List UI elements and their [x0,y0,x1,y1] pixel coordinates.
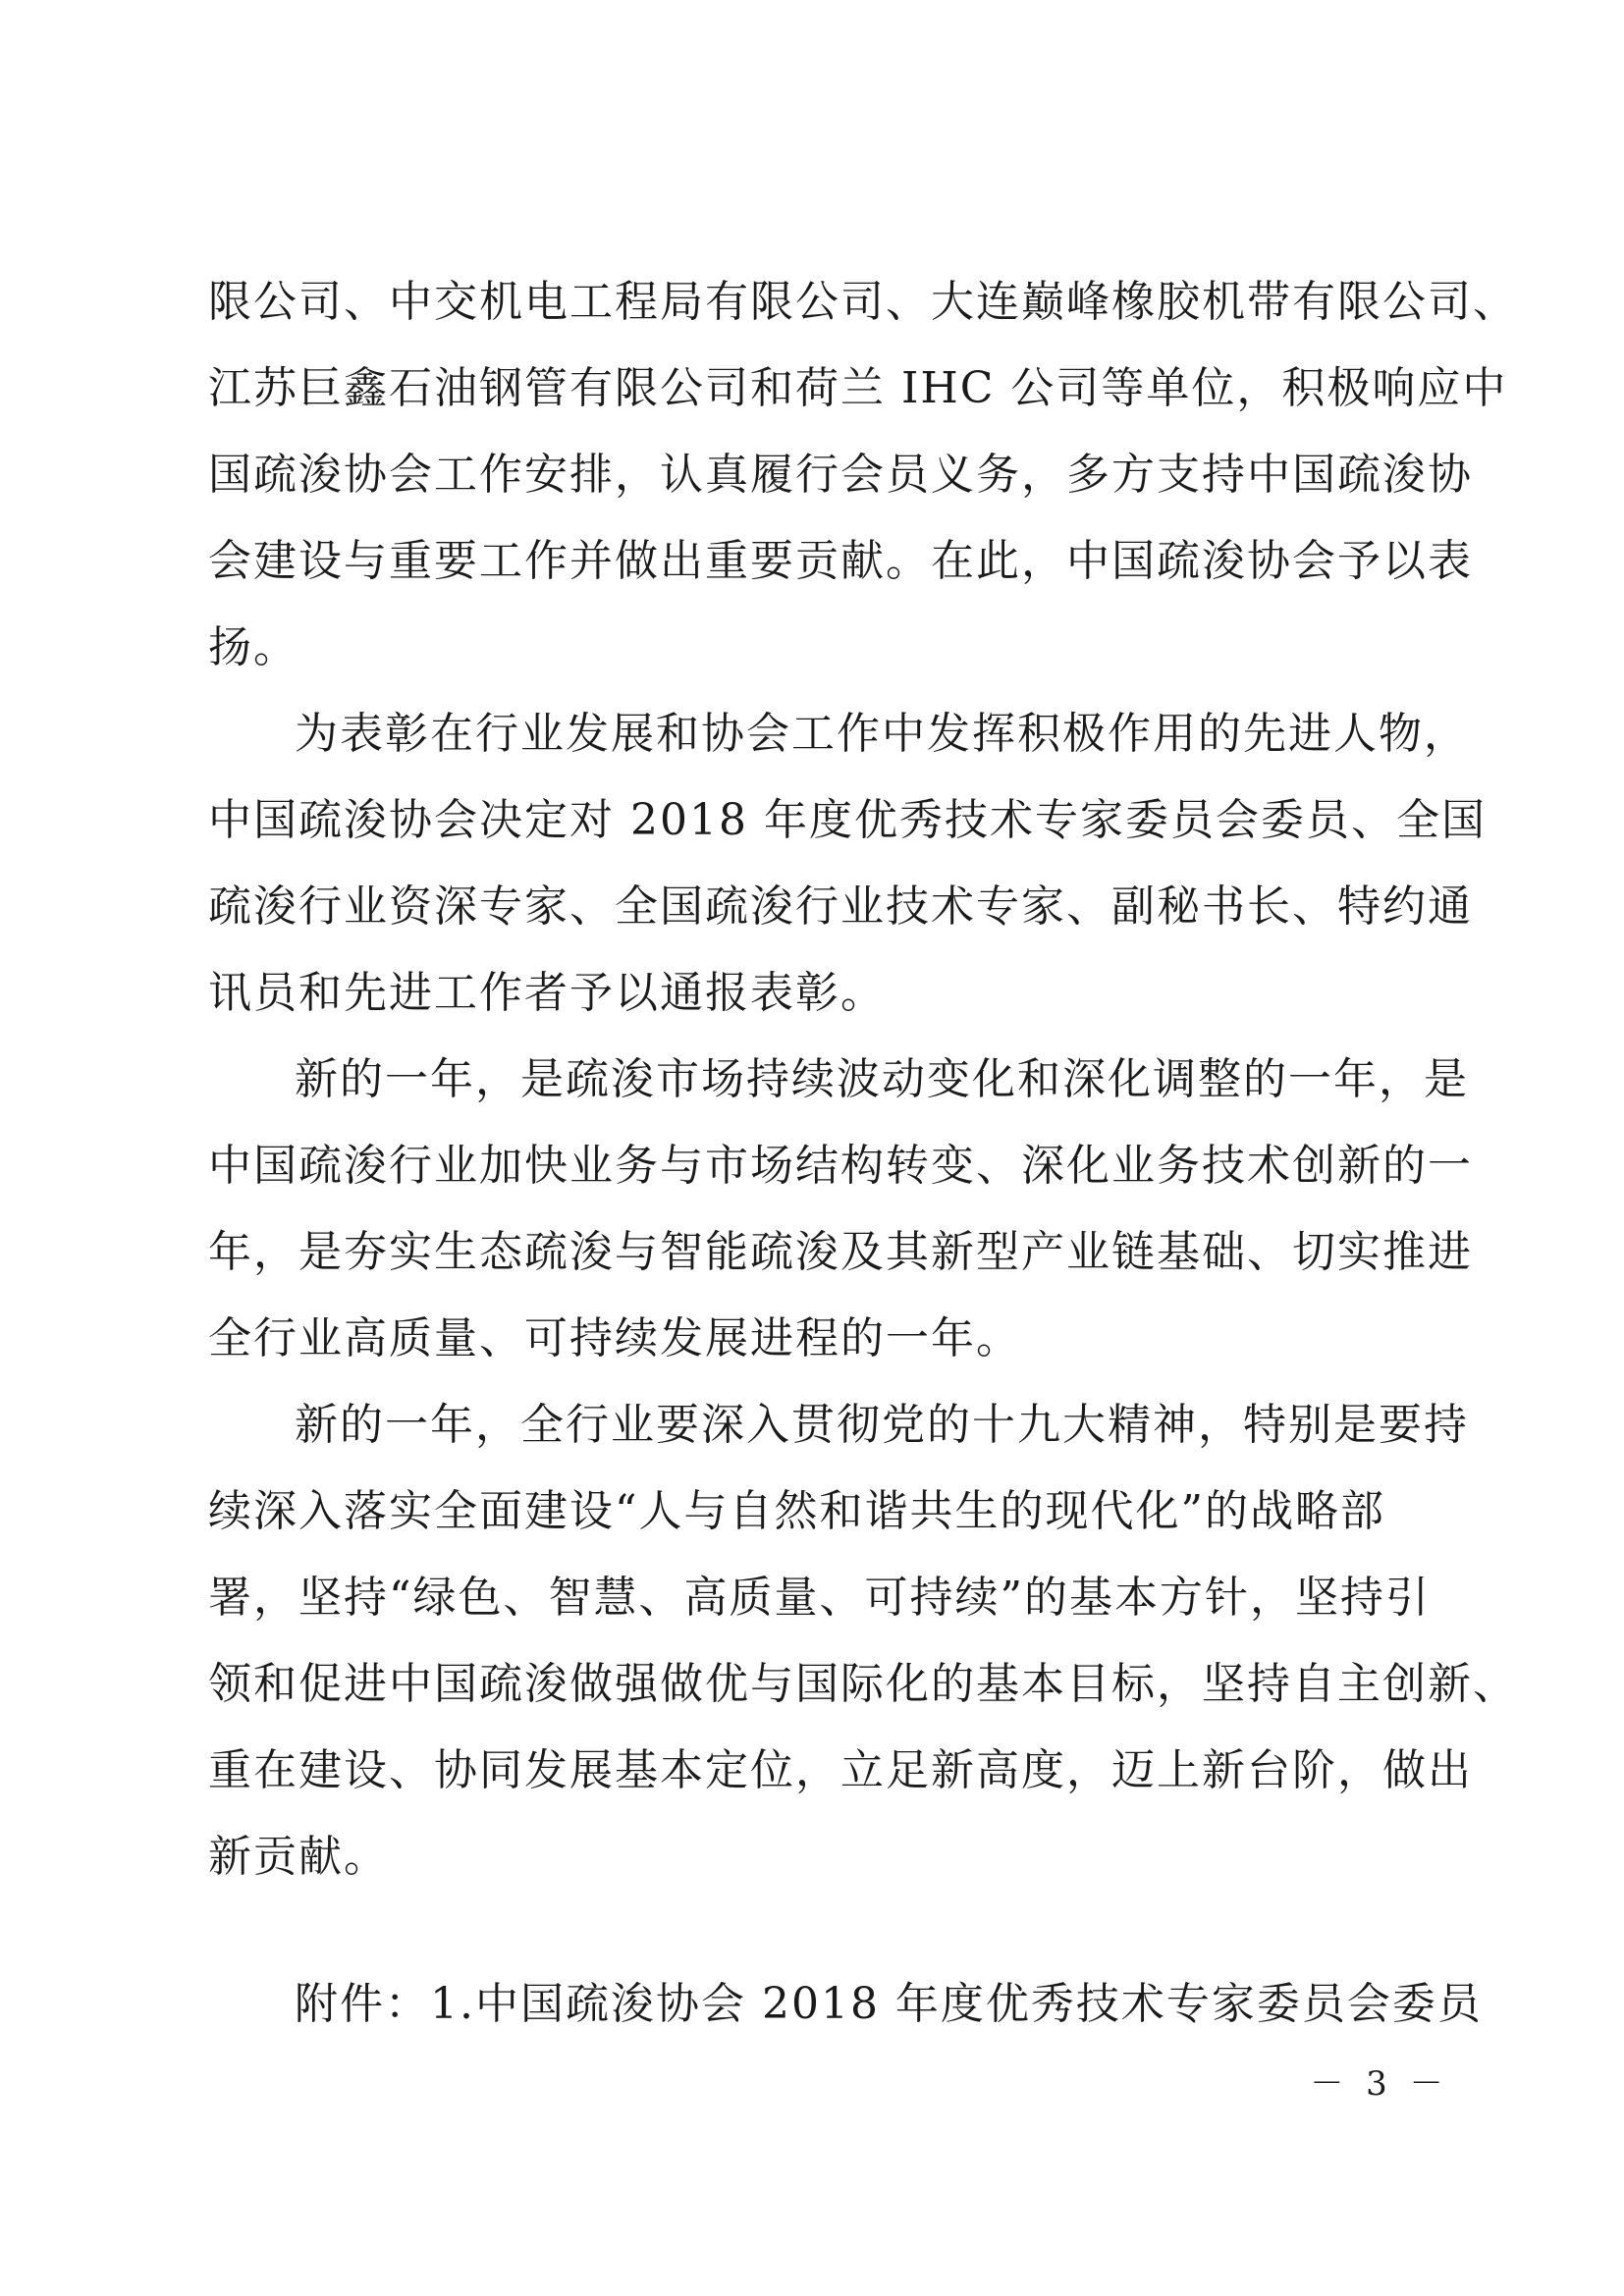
paragraph-4-line-2: 续深入落实全面建设“人与自然和谐共生的现代化”的战略部 [208,1486,1385,1536]
paragraph-2-line-2: 中国疏浚协会决定对 2018 年度优秀技术专家委员会委员、全国 [208,795,1487,845]
paragraph-4-line-4: 领和促进中国疏浚做强做优与国际化的基本目标，坚持自主创新、 [208,1659,1518,1709]
paragraph-3-line-1: 新的一年，是疏浚市场持续波动变化和深化调整的一年，是 [295,1054,1469,1104]
paragraph-4-line-1: 新的一年，全行业要深入贯彻党的十九大精神，特别是要持 [295,1400,1469,1450]
paragraph-2-line-4: 讯员和先进工作者予以通报表彰。 [208,968,886,1018]
paragraph-4-line-6: 新贡献。 [208,1832,389,1882]
attachment-line: 附件：1.中国疏浚协会 2018 年度优秀技术专家委员会委员 [295,1979,1483,2029]
text-line-5: 扬。 [208,622,298,672]
paragraph-3-line-4: 全行业高质量、可持续发展进程的一年。 [208,1313,1021,1363]
text-line-3: 国疏浚协会工作安排，认真履行会员义务，多方支持中国疏浚协 [208,450,1473,500]
page-number: － 3 － [1310,2064,1449,2104]
text-line-1: 限公司、中交机电工程局有限公司、大连巅峰橡胶机带有限公司、 [208,277,1518,327]
paragraph-4-line-5: 重在建设、协同发展基本定位，立足新高度，迈上新台阶，做出 [208,1745,1473,1795]
text-line-4: 会建设与重要工作并做出重要贡献。在此，中国疏浚协会予以表 [208,536,1473,586]
paragraph-3-line-3: 年，是夯实生态疏浚与智能疏浚及其新型产业链基础、切实推进 [208,1227,1473,1277]
paragraph-2-line-1: 为表彰在行业发展和协会工作中发挥积极作用的先进人物， [295,709,1469,759]
text-line-2: 江苏巨鑫石油钢管有限公司和荷兰 IHC 公司等单位，积极响应中 [208,363,1508,413]
paragraph-2-line-3: 疏浚行业资深专家、全国疏浚行业技术专家、副秘书长、特约通 [208,881,1473,932]
paragraph-3-line-2: 中国疏浚行业加快业务与市场结构转变、深化业务技术创新的一 [208,1141,1473,1191]
paragraph-4-line-3: 署，坚持“绿色、智慧、高质量、可持续”的基本方针，坚持引 [208,1573,1431,1623]
